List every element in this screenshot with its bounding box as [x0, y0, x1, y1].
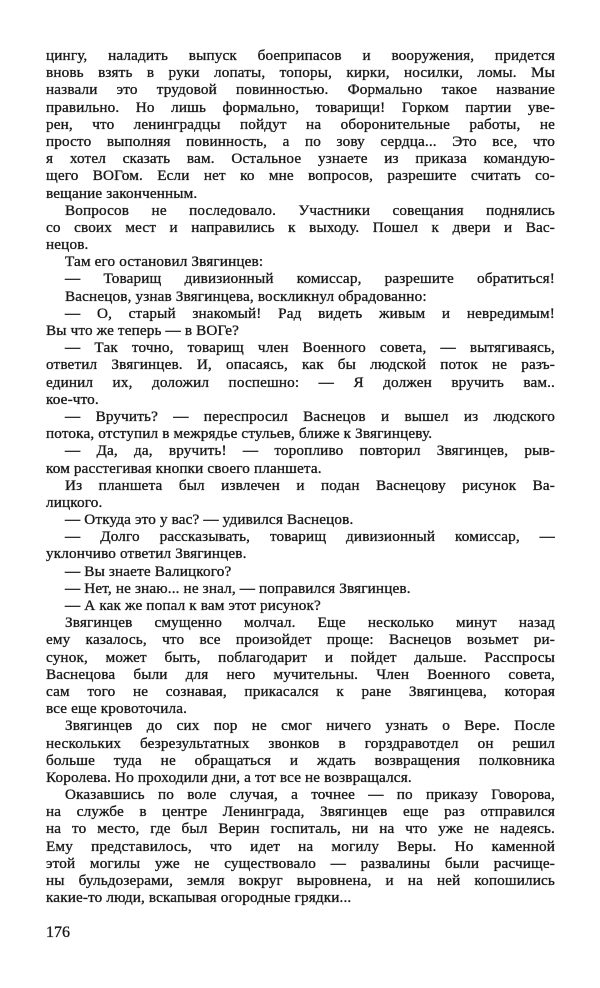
text-line: Королева. Но проходили дни, а тот все не возвращался. — [46, 768, 412, 786]
text-line: сунок, может быть, поблагодарит и пойдет дальше. Расспросы — [46, 648, 555, 666]
text-line: — Долго рассказывать, товарищ дивизионный комиссар, — — [65, 528, 555, 546]
text-line: щего ВОГом. Если нет ко мне вопросов, разрешите считать со- — [46, 167, 555, 185]
text-line: нецов. — [46, 236, 89, 254]
text-line: Там его остановил Звягинцев: — [65, 253, 264, 271]
text-line: кое-что. — [46, 390, 99, 408]
text-line: Васнецов, узнав Звягинцева, воскликнул обрадованно: — [65, 287, 427, 305]
text-line: ком расстегивая кнопки своего планшета. — [46, 459, 322, 477]
text-line: ответил Звягинцев. И, опасаясь, как бы людской поток не разъ- — [46, 356, 555, 374]
text-line: — А как же попал к вам этот рисунок? — [65, 597, 321, 614]
text-line: больше туда не обращаться и ждать возвращения полковника — [46, 751, 555, 769]
text-line: просто выполняя повинность, а по зову сердца... Это все, что — [46, 132, 555, 150]
text-line: Вопросов не последовало. Участники совещания поднялись — [65, 201, 555, 219]
text-line: цингу, наладить выпуск боеприпасов и вооружения, придется — [46, 47, 555, 64]
text-line: — О, старый знакомый! Рад видеть живым и невредимым! — [65, 304, 555, 322]
text-line: — Откуда это у вас? — удивился Васнецов. — [65, 511, 354, 529]
text-line: — Вручить? — переспросил Васнецов и вышел из людского — [65, 407, 555, 425]
text-line: правильно. Но лишь формально, товарищи! Горком партии уве- — [46, 98, 555, 116]
text-line: — Так точно, товарищ член Военного совета, — вытягиваясь, — [65, 339, 555, 357]
page-number: 176 — [46, 924, 70, 941]
text-line: ны бульдозерами, земля вокруг выровнена, и на ней копошились — [46, 872, 555, 889]
text-line: со своих мест и направились к выходу. Пошел к двери и Вас- — [46, 218, 555, 236]
text-line: — Вы знаете Валицкого? — [65, 562, 232, 580]
text-line: Из планшета был извлечен и подан Васнецову рисунок Ва- — [65, 476, 555, 494]
text-line: — Да, да, вручить! — торопливо повторил Звягинцев, рыв- — [65, 442, 555, 460]
text-line: на то место, где был Верин госпиталь, ни на что уже не надеясь. — [46, 820, 555, 838]
text-line: — Нет, не знаю... не знал, — поправился Звягинцев. — [65, 579, 411, 597]
text-line: ему казалось, что все произойдет проще: Васнецов возьмет ри- — [46, 631, 555, 649]
text-line: Звягинцев смущенно молчал. Еще несколько минут назад — [65, 614, 555, 632]
text-line: вещание законченным. — [46, 184, 198, 202]
text-line: лицкого. — [46, 493, 103, 511]
text-line: сам того не сознавая, прикасался к ране Звягинцева, которая — [46, 682, 555, 700]
text-line: назвали это трудовой повинностью. Формально такое название — [46, 81, 555, 99]
text-line: все еще кровоточила. — [46, 700, 188, 718]
text-line: я хотел сказать вам. Остальное узнаете из приказа командую- — [46, 150, 555, 168]
text-line: на службе в центре Ленинграда, Звягинцев еще раз отправился — [46, 803, 555, 821]
text-line: Вы что же теперь — в ВОГе? — [46, 322, 240, 339]
text-line: Ему представилось, что идет на могилу Веры. Но каменной — [46, 837, 555, 855]
text-line: какие-то люди, вскапывая огородные грядки... — [46, 889, 352, 907]
text-line: — Товарищ дивизионный комиссар, разрешите обратиться! — [65, 270, 555, 288]
text-line: Васнецова были для него мучительны. Член Военного совета, — [46, 665, 555, 683]
text-line: единил их, доложил поспешно: — Я должен вручить вам.. — [46, 373, 555, 391]
text-line: этой могилы уже не существовало — развалины были расчище- — [46, 854, 555, 872]
text-line: уклончиво ответил Звягинцев. — [46, 545, 247, 563]
text-line: Звягинцев до сих пор не смог ничего узнать о Вере. После — [65, 717, 555, 735]
text-line: рен, что ленинградцы пойдут на оборонительные работы, не — [46, 115, 555, 133]
text-line: потока, отступил в межрядье стульев, ближе к Звягинцеву. — [46, 425, 433, 443]
text-line: вновь взять в руки лопаты, топоры, кирки, носилки, ломы. Мы — [46, 64, 555, 82]
body-text — [46, 47, 555, 906]
text-line: Оказавшись по воле случая, а точнее — по приказу Говорова, — [65, 786, 555, 804]
text-line: нескольких безрезультатных звонков в горздравотдел он решил — [46, 734, 555, 752]
